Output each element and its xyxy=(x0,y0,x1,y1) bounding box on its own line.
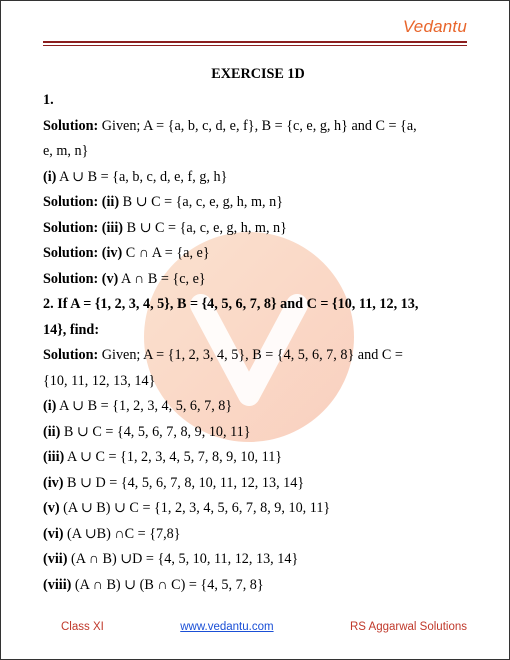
solution-line xyxy=(43,420,473,446)
line-text-part: (A ∪ B) ∪ C = {1, 2, 3, 4, 5, 6, 7, 8, 9, 10, 11} xyxy=(59,500,331,516)
solution-line xyxy=(43,267,473,293)
line-bold-part: (ii) xyxy=(43,423,61,440)
solution-lines xyxy=(43,88,473,598)
line-text-part: A ∪ B = {a, b, c, d, e, f, g, h} xyxy=(56,168,228,185)
line-text-part: B ∪ C = {a, c, e, g, h, m, n} xyxy=(123,219,287,236)
solution-line xyxy=(43,343,473,369)
line-bold-part: Solution: xyxy=(43,117,99,134)
exercise-title: EXERCISE 1D xyxy=(211,66,305,82)
line-bold-part: 1. xyxy=(43,92,54,108)
solution-line xyxy=(43,445,473,471)
line-bold-part: Solution: (ii) xyxy=(43,194,120,210)
line-bold-part: (iv) xyxy=(43,474,64,491)
solution-line xyxy=(43,190,473,216)
solution-line xyxy=(43,139,473,165)
line-text-part: e, m, n} xyxy=(43,143,89,159)
solution-line xyxy=(43,496,473,522)
line-bold-part: Solution: xyxy=(43,347,99,363)
line-text-part: B ∪ D = {4, 5, 6, 7, 8, 10, 11, 12, 13, 14} xyxy=(63,474,305,491)
footer-class-label: Class XI xyxy=(61,621,104,633)
page-footer xyxy=(61,621,467,633)
line-bold-part: (v) xyxy=(43,500,60,516)
line-bold-part: (i) xyxy=(43,398,57,414)
line-text-part: C ∩ A = {a, e} xyxy=(122,245,210,261)
solution-line xyxy=(43,394,473,420)
line-text-part: A ∩ B = {c, e} xyxy=(118,270,206,287)
solution-line xyxy=(43,369,473,395)
header-rule-thick xyxy=(43,41,467,43)
solution-line xyxy=(43,216,473,242)
solution-line xyxy=(43,522,473,548)
line-text-part: {10, 11, 12, 13, 14} xyxy=(43,372,156,389)
line-text-part: B ∪ C = {4, 5, 6, 7, 8, 9, 10, 11} xyxy=(60,423,251,440)
line-text-part: (A ∪B) ∩C = {7,8} xyxy=(63,525,181,542)
solution-line xyxy=(43,114,473,140)
solution-line xyxy=(43,88,473,114)
line-bold-part: Solution: (iv) xyxy=(43,245,123,261)
solution-line xyxy=(43,292,473,318)
footer-website-link[interactable]: www.vedantu.com xyxy=(180,621,274,633)
line-bold-part: (iii) xyxy=(43,449,65,465)
line-text-part: (A ∩ B) ∪ (B ∩ C) = {4, 5, 7, 8} xyxy=(71,576,264,593)
line-bold-part: (i) xyxy=(43,168,57,185)
solution-line xyxy=(43,318,473,344)
header-rule-thin xyxy=(43,45,467,46)
footer-book-title: RS Aggarwal Solutions xyxy=(350,621,467,633)
line-bold-part: 2. If A = {1, 2, 3, 4, 5}, B = {4, 5, 6, 7, 8} and C = {10, 11, 12, 13, xyxy=(43,296,419,312)
line-text-part: (A ∩ B) ∪D = {4, 5, 10, 11, 12, 13, 14} xyxy=(67,551,299,567)
line-bold-part: (viii) xyxy=(43,576,72,593)
line-text-part: Given; A = {1, 2, 3, 4, 5}, B = {4, 5, 6, 7, 8} and C = xyxy=(98,347,403,363)
solution-line xyxy=(43,241,473,267)
line-text-part: B ∪ C = {a, c, e, g, h, m, n} xyxy=(119,194,284,210)
line-bold-part: 14}, find: xyxy=(43,321,100,338)
solution-line xyxy=(43,573,473,599)
solution-line xyxy=(43,165,473,191)
line-bold-part: (vii) xyxy=(43,551,68,567)
line-bold-part: Solution: (iii) xyxy=(43,219,124,236)
line-text-part: Given; A = {a, b, c, d, e, f}, B = {c, e, g, h} and C = {a, xyxy=(98,117,417,134)
solution-line xyxy=(43,471,473,497)
line-text-part: A ∪ C = {1, 2, 3, 4, 5, 7, 8, 9, 10, 11} xyxy=(64,449,283,465)
vedantu-logo: Vedantu xyxy=(402,17,467,36)
solution-line xyxy=(43,547,473,573)
line-bold-part: (vi) xyxy=(43,525,64,542)
solution-content xyxy=(43,61,473,598)
line-text-part: A ∪ B = {1, 2, 3, 4, 5, 6, 7, 8} xyxy=(56,398,233,414)
line-bold-part: Solution: (v) xyxy=(43,270,119,287)
